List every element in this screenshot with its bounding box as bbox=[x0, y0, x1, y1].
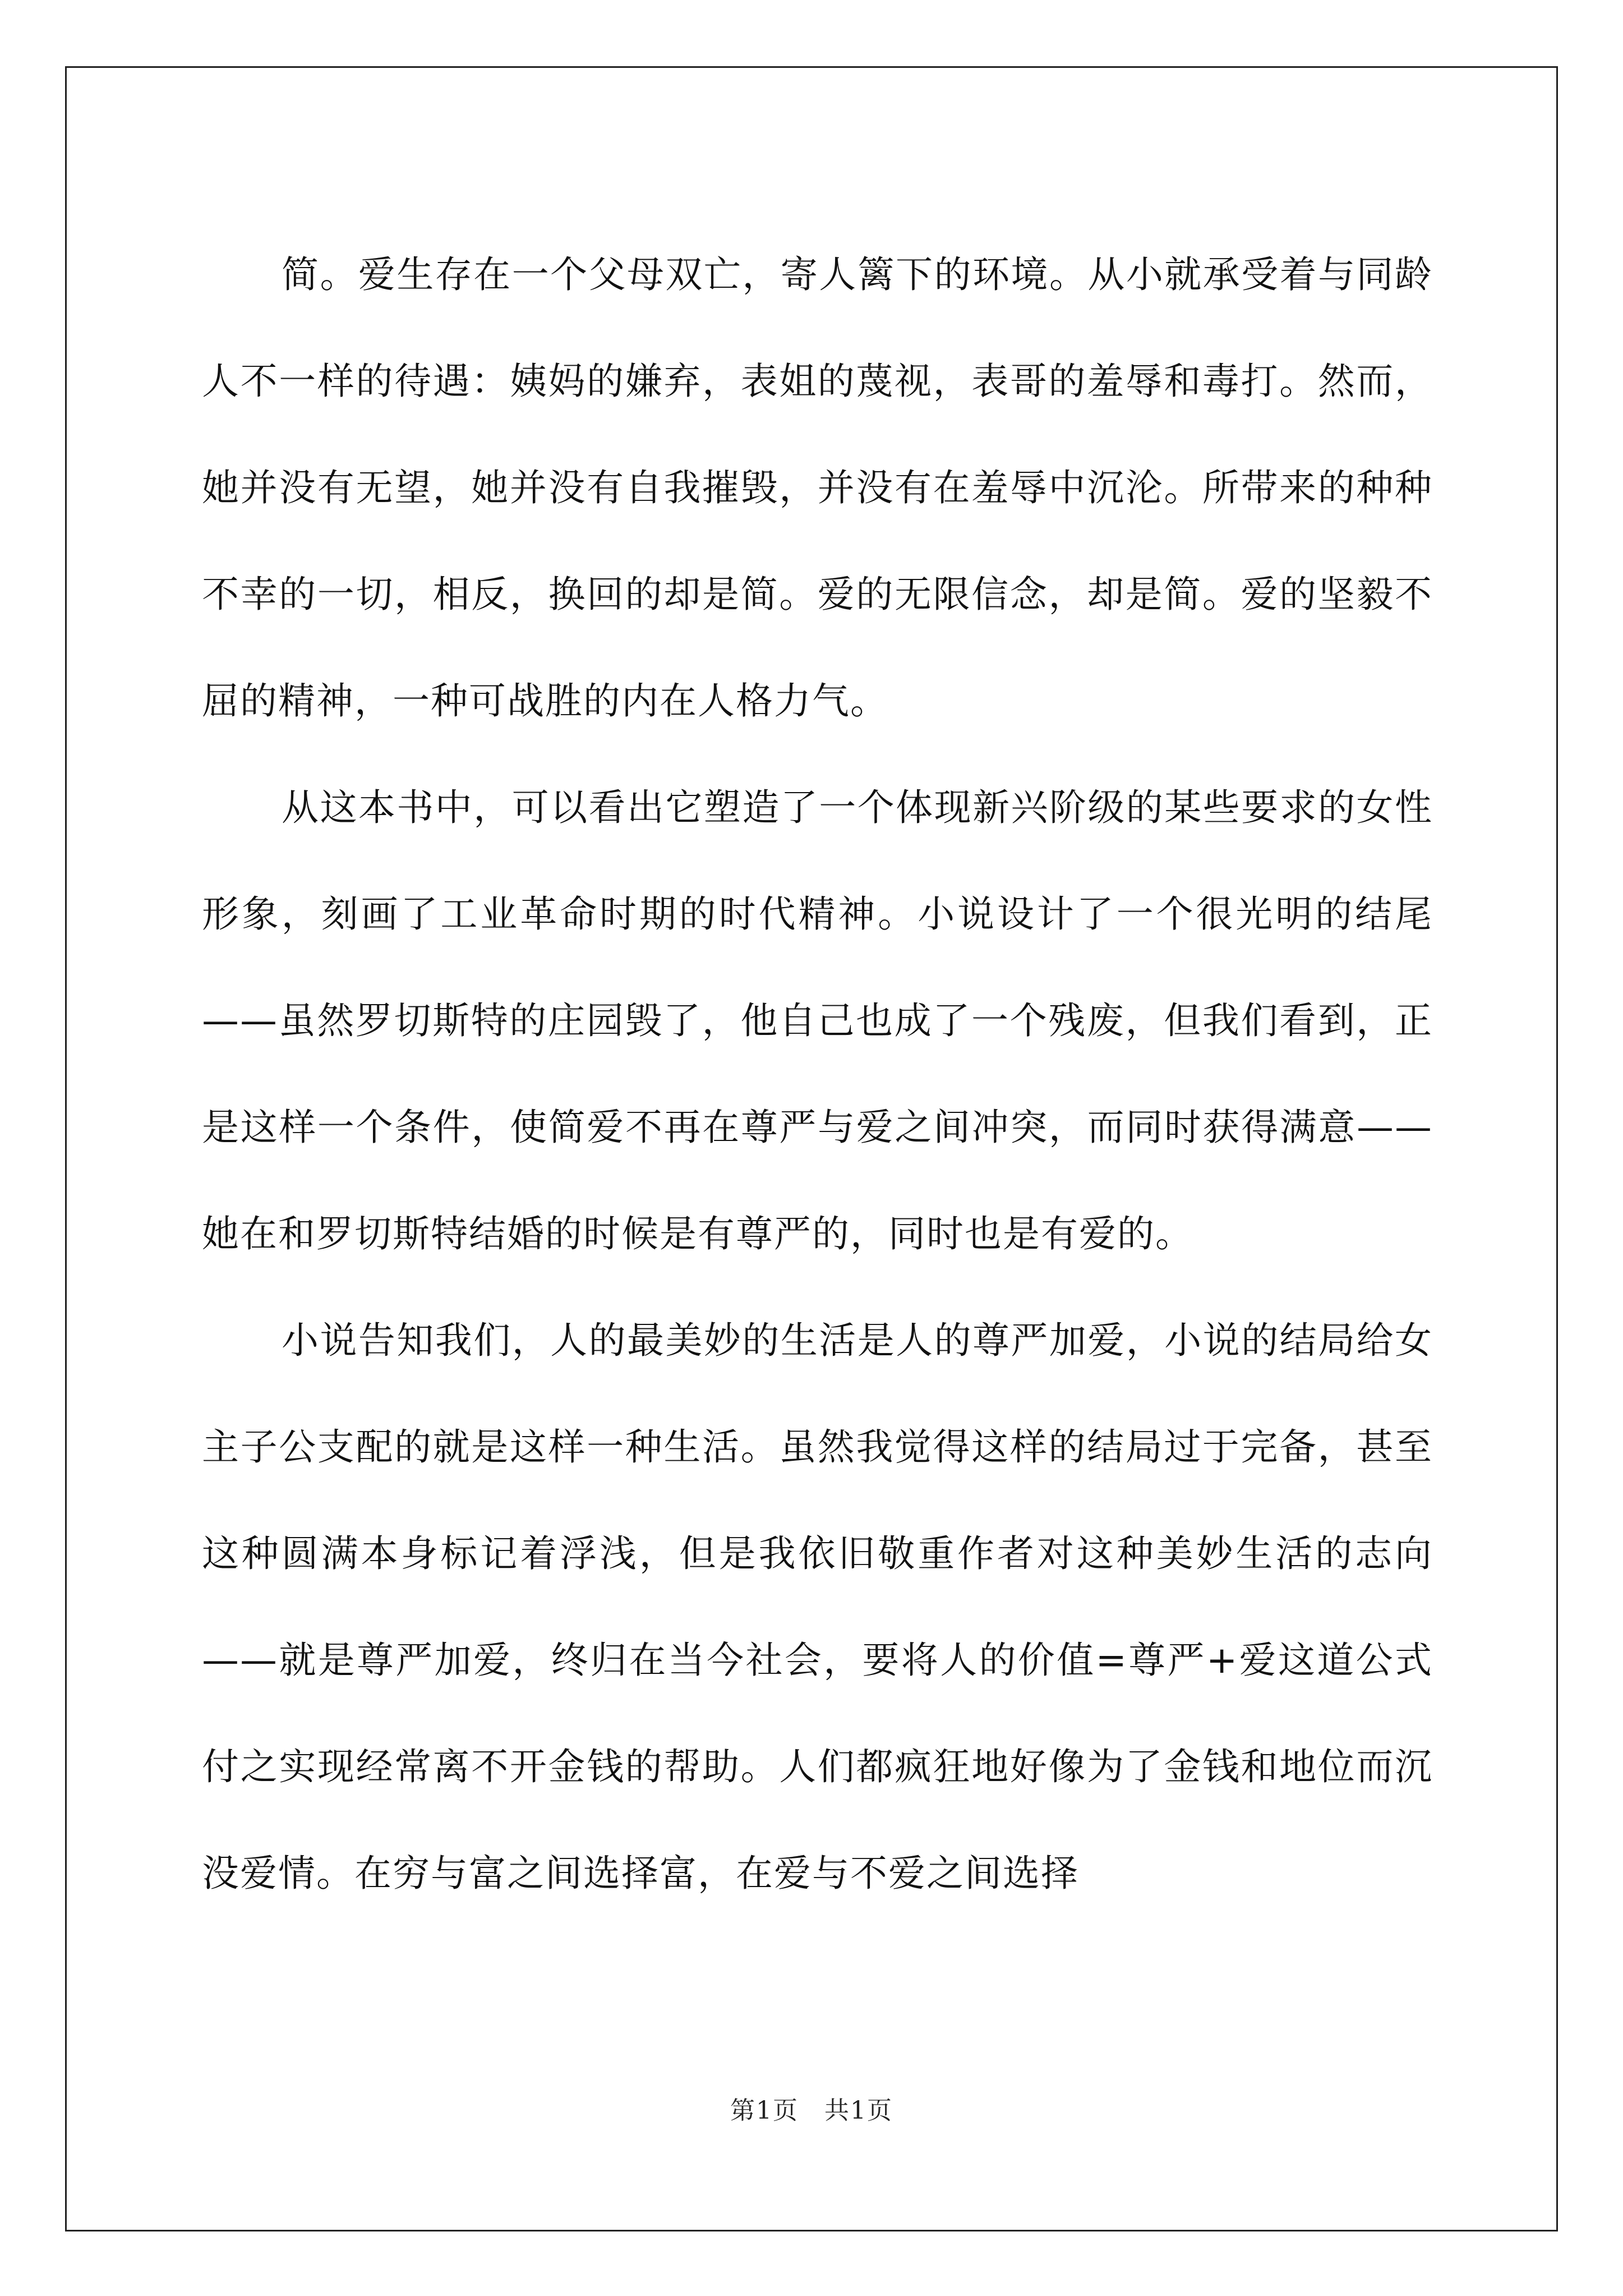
paragraph-1: 简。爱生存在一个父母双亡，寄人篱下的环境。从小就承受着与同龄人不一样的待遇：姨妈的嫌弃，表姐的蔑视，表哥的羞辱和毒打。然而，她并没有无望，她并没有自我摧毁，并没有在羞辱中沉沦。所带来的种种不幸的一切，相反，换回的却是简。爱的无限信念，却是简。爱的坚毅不屈的精神，一种可战胜的内在人格力气。 bbox=[202, 253, 1433, 723]
document-body bbox=[202, 222, 1433, 1927]
paragraph-3: 小说告知我们，人的最美妙的生活是人的尊严加爱，小说的结局给女主子公支配的就是这样一种生活。虽然我觉得这样的结局过于完备，甚至这种圆满本身标记着浮浅，但是我依旧敬重作者对这种美妙生活的志向——就是尊严加爱，终归在当今社会，要将人的价值=尊严+爱这道公式付之实现经常离不开金钱的帮助。人们都疯狂地好像为了金钱和地位而沉没爱情。在穷与富之间选择富，在爱与不爱之间选择 bbox=[202, 1319, 1433, 1895]
paragraph-2: 从这本书中，可以看出它塑造了一个体现新兴阶级的某些要求的女性形象，刻画了工业革命时期的时代精神。小说设计了一个很光明的结尾——虽然罗切斯特的庄园毁了，他自己也成了一个残废，但我们看到，正是这样一个条件，使简爱不再在尊严与爱之间冲突，而同时获得满意——她在和罗切斯特结婚的时候是有尊严的，同时也是有爱的。 bbox=[202, 786, 1433, 1255]
page-footer bbox=[0, 2090, 1623, 2126]
page-number-label: 第1页 共1页 bbox=[730, 2096, 893, 2125]
